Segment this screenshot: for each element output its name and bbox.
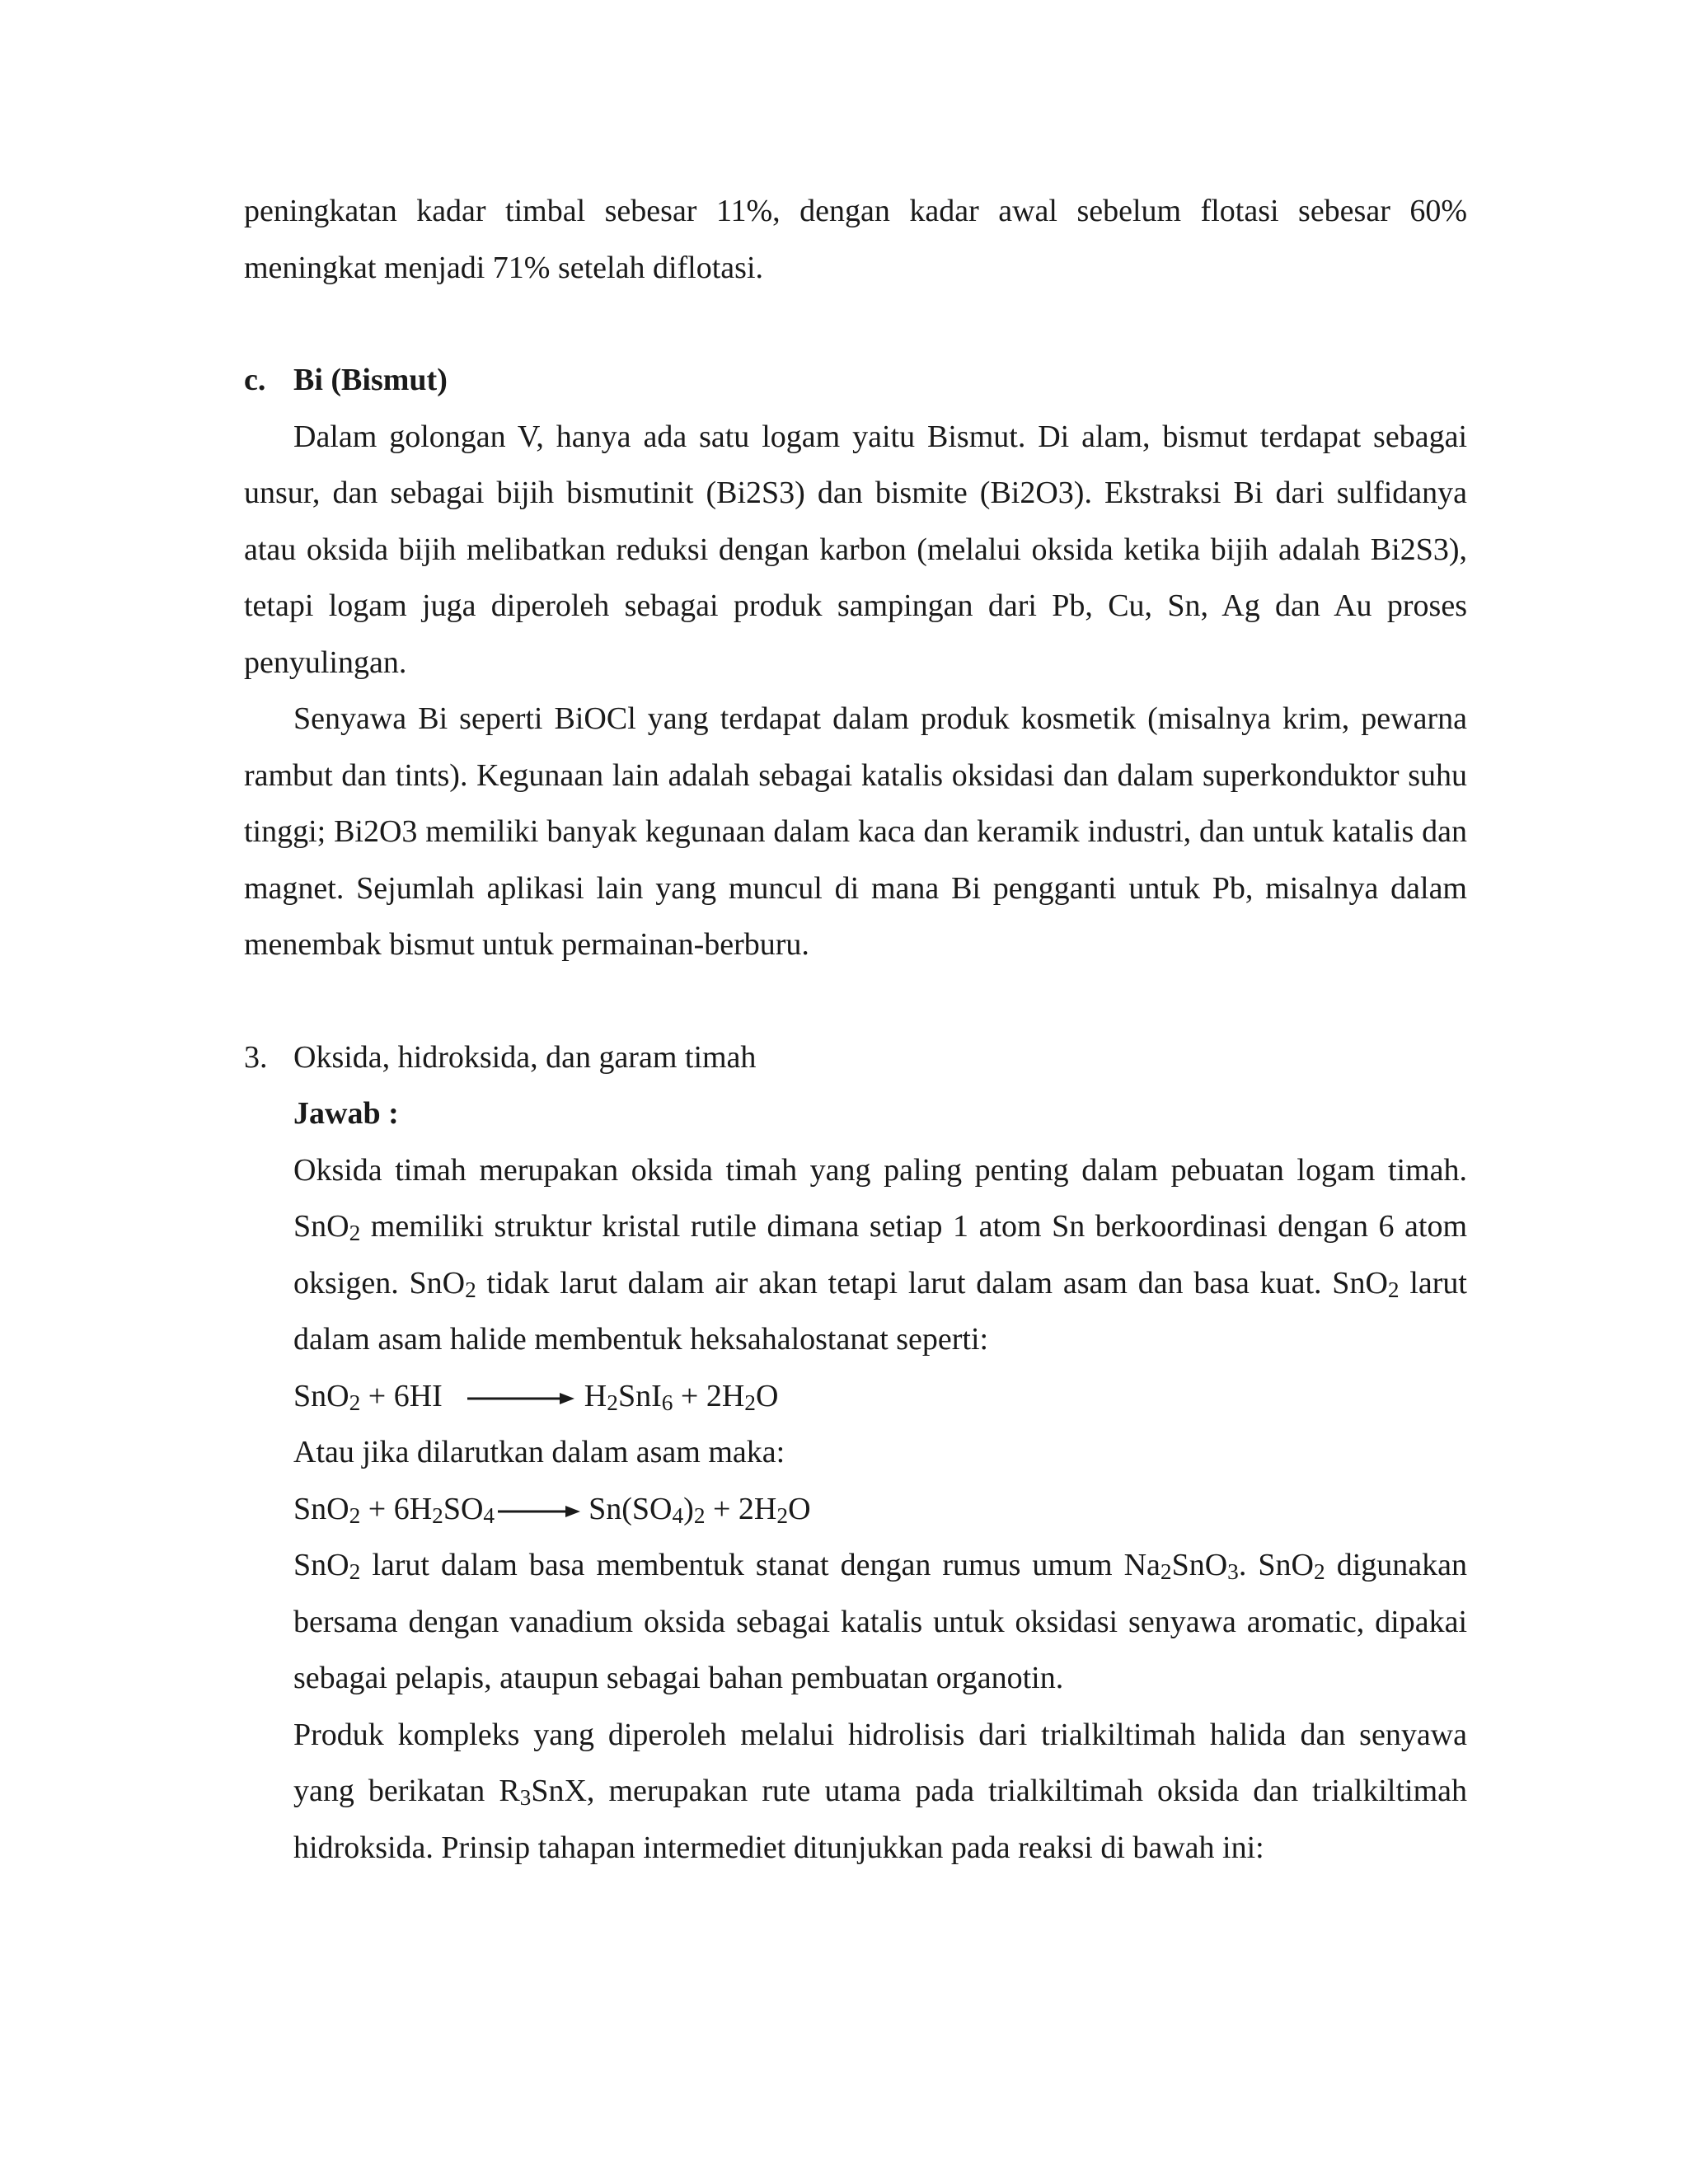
section-3-heading	[244, 1029, 1467, 1086]
hydrolysis-paragraph: Produk kompleks yang diperoleh melalui hidrolisis dari trialkiltimah halida dan senyawa yang berikatan $R_3SnX$, merupakan rute utama pada trialkiltimah oksida dan trialkiltimah hidroksida. Prinsip tahapan intermediet ditunjukkan pada reaksi di bawah ini:	[293, 1717, 1467, 1865]
stannate-paragraph: SnO$_2$ larut dalam basa membentuk stanat dengan rumus umum $Na_2SnO_3$. SnO$_2$ digunakan bersama dengan vanadium oksida sebagai katalis untuk oksidasi senyawa aromatic, dipakai sebagai pelapis, ataupun sebagai bahan pembuatan organotin.	[293, 1548, 1467, 1695]
continued-paragraph	[244, 183, 1467, 296]
acid-dissolution-line: Atau jika dilarutkan dalam asam maka:	[293, 1435, 785, 1469]
answer-label: Jawab :	[293, 1096, 399, 1131]
section-c-title: Bi (Bismut)	[293, 363, 448, 397]
continued-line-2: meningkat menjadi 71% setelah diflotasi.	[244, 250, 764, 285]
equation-2-lhs: $SnO_2 + 6H_2SO_4$	[293, 1491, 495, 1528]
equation-2-rhs: $Sn(SO_4)_2 + 2H_2O$	[588, 1491, 811, 1528]
equation-2	[293, 1481, 1467, 1538]
reaction-arrow-icon	[498, 1503, 580, 1520]
reaction-arrow-icon	[467, 1390, 574, 1407]
equation-1-rhs: $H_2SnI_6 + 2H_2O$	[584, 1378, 779, 1415]
section-c-heading	[244, 352, 1467, 409]
bismut-paragraph-2: Senyawa Bi seperti BiOCl yang terdapat dalam produk kosmetik (misalnya krim, pewarna rambut dan tints). Kegunaan lain adalah sebagai katalis oksidasi dan dalam superkonduktor suhu tinggi; Bi2O3 memiliki banyak kegunaan dalam kaca dan keramik industri, dan untuk katalis dan magnet. Sejumlah aplikasi lain yang muncul di mana Bi pengganti untuk Pb, misalnya dalam menembak bismut untuk permainan-berburu.	[244, 701, 1467, 962]
section-3-marker: 3.	[244, 1039, 268, 1075]
equation-1	[293, 1368, 1467, 1425]
bismut-paragraph-1: Dalam golongan V, hanya ada satu logam yaitu Bismut. Di alam, bismut terdapat sebagai unsur, dan sebagai bijih bismutinit (Bi2S3) dan bismite (Bi2O3). Ekstraksi Bi dari sulfidanya atau oksida bijih melibatkan reduksi dengan karbon (melalui oksida ketika bijih adalah Bi2S3), tetapi logam juga diperoleh sebagai produk sampingan dari Pb, Cu, Sn, Ag dan Au proses penyulingan.	[244, 419, 1467, 680]
section-3-title: Oksida, hidroksida, dan garam timah	[293, 1039, 757, 1075]
tin-oxide-paragraph: Oksida timah merupakan oksida timah yang paling penting dalam pebuatan logam timah. SnO$_2$ memiliki struktur kristal rutile dimana setiap 1 atom Sn berkoordinasi dengan 6 atom oksigen. SnO$_2$ tidak larut dalam air akan tetapi larut dalam asam dan basa kuat. SnO$_2$ larut dalam asam halide membentuk heksahalostanat seperti:	[293, 1152, 1467, 1357]
equation-1-lhs: SnO$_2$ + 6HI	[293, 1378, 443, 1415]
continued-line-1: peningkatan kadar timbal sebesar 11%, dengan kadar awal sebelum flotasi sebesar 60%	[244, 194, 1467, 228]
document-page	[244, 183, 1467, 1876]
section-c-marker: c.	[244, 363, 266, 397]
